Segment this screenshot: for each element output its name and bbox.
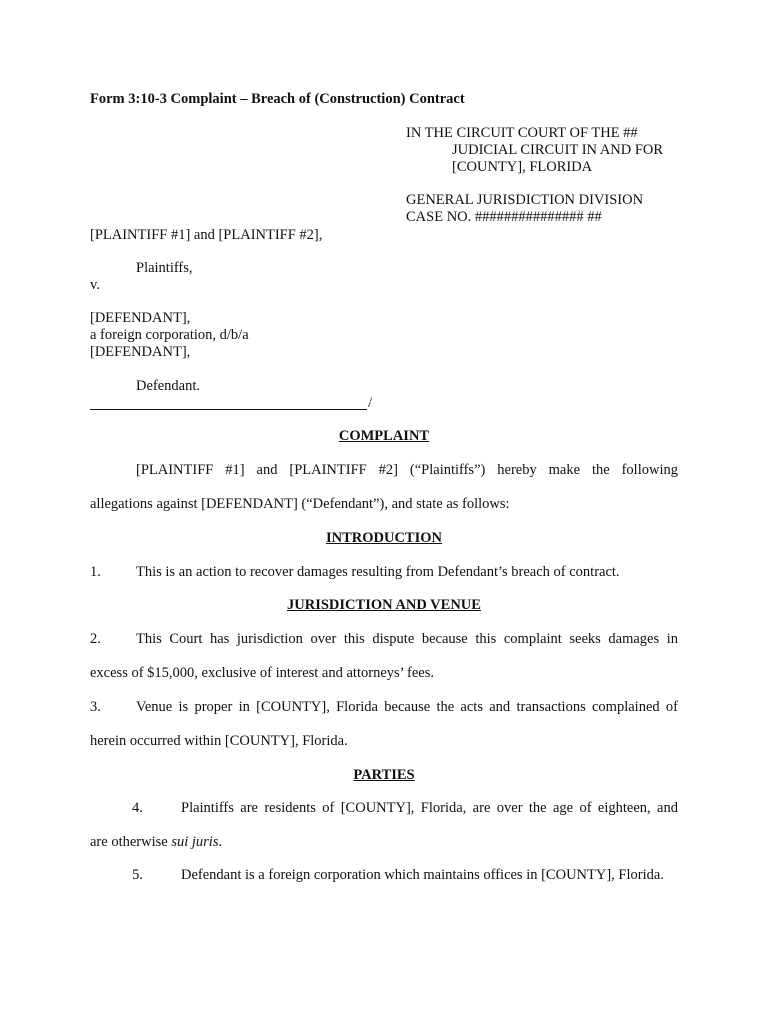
paragraph-number: 1. — [90, 564, 101, 580]
section-jurisdiction: JURISDICTION AND VENUE — [287, 597, 481, 613]
defendant-line-2: a foreign corporation, d/b/a — [90, 327, 249, 343]
paragraph-text-continued: excess of $15,000, exclusive of interest and attorneys’ fees. — [90, 665, 434, 681]
court-line-3: [COUNTY], FLORIDA — [452, 159, 593, 175]
text-segment: . — [218, 834, 223, 850]
court-line-1: IN THE CIRCUIT COURT OF THE ## — [406, 125, 638, 141]
court-division: GENERAL JURISDICTION DIVISION — [406, 192, 644, 208]
section-introduction: INTRODUCTION — [325, 530, 442, 546]
case-number: CASE NO. ############### ## — [406, 209, 602, 225]
caption-divider — [90, 409, 367, 410]
intro-line-2: allegations against [DEFENDANT] (“Defendant”), and state as follows: — [90, 496, 510, 512]
intro-line-1: [PLAINTIFF #1] and [PLAINTIFF #2] (“Plaintiffs”) hereby make the following — [136, 462, 678, 478]
plaintiffs-names: [PLAINTIFF #1] and [PLAINTIFF #2], — [90, 227, 323, 243]
versus: v. — [90, 277, 100, 293]
text-segment: are otherwise — [90, 834, 172, 850]
form-title: Form 3:10-3 Complaint – Breach of (Construction) Contract — [90, 91, 465, 107]
complaint-heading: COMPLAINT — [338, 428, 430, 444]
plaintiffs-label: Plaintiffs, — [136, 260, 193, 276]
defendant-line-1: [DEFENDANT], — [90, 310, 191, 326]
caption-rule-end: / — [368, 395, 373, 411]
paragraph-number: 5. — [132, 867, 143, 883]
paragraph-number: 2. — [90, 631, 101, 647]
paragraph-text: This is an action to recover damages resulting from Defendant’s breach of contract. — [136, 564, 620, 580]
section-parties: PARTIES — [353, 767, 415, 783]
paragraph-text-continued — [90, 834, 222, 851]
paragraph-number: 4. — [132, 800, 143, 816]
paragraph-text: Plaintiffs are residents of [COUNTY], Florida, are over the age of eighteen, and — [181, 800, 678, 816]
italic-term: sui juris — [171, 834, 219, 850]
paragraph-text: Venue is proper in [COUNTY], Florida because the acts and transactions complained of — [136, 699, 678, 715]
paragraph-text: This Court has jurisdiction over this dispute because this complaint seeks damages in — [136, 631, 678, 647]
court-line-2: JUDICIAL CIRCUIT IN AND FOR — [452, 142, 664, 158]
paragraph-text: Defendant is a foreign corporation which maintains offices in [COUNTY], Florida. — [181, 867, 664, 883]
defendant-line-3: [DEFENDANT], — [90, 344, 191, 360]
defendant-label: Defendant. — [136, 378, 201, 394]
paragraph-text-continued: herein occurred within [COUNTY], Florida. — [90, 733, 348, 749]
paragraph-number: 3. — [90, 699, 101, 715]
